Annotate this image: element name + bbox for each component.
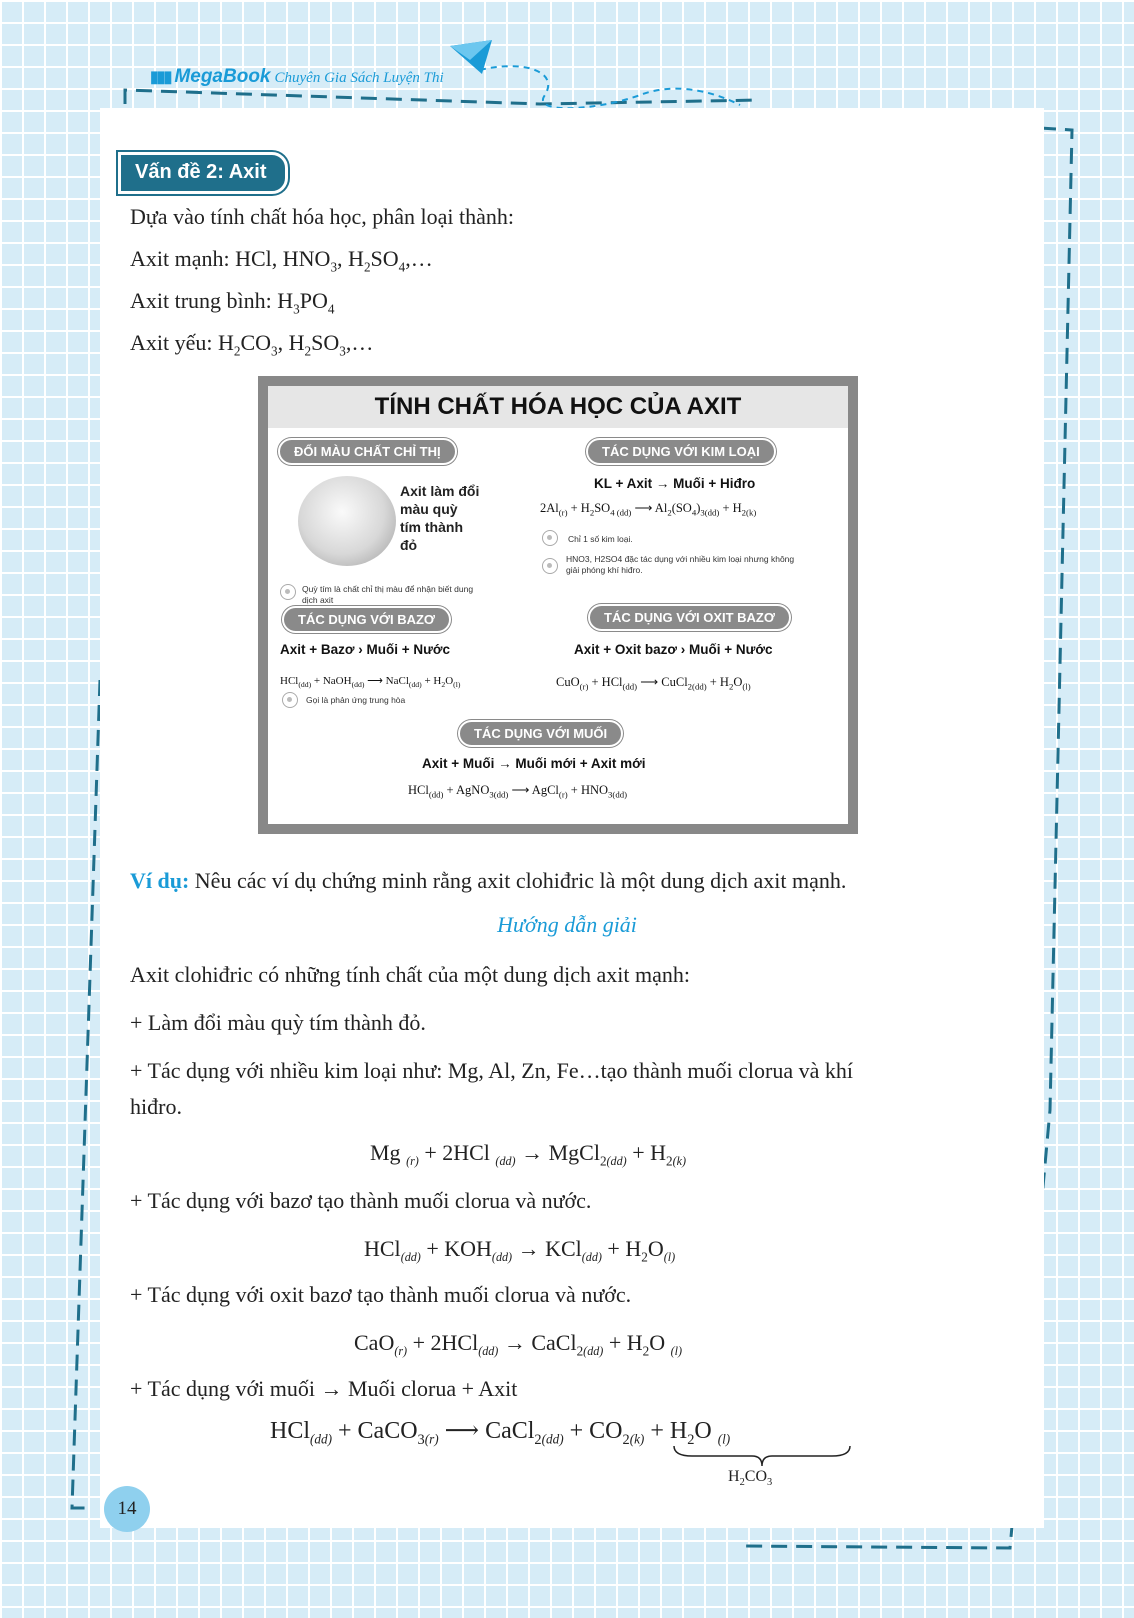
- equation-4: HCl$_{(dd)}$ + CaCO$_{3(r)}$ ⟶ CaCl$_{2(dd)}$ + $CO_{2(k)} + H_2O$ $_{(l)}$: [270, 1418, 731, 1448]
- indicator-heading: ĐỔI MÀU CHẤT CHỈ THỊ: [278, 438, 457, 465]
- atom-icon: [542, 558, 558, 574]
- oxide-heading: TÁC DỤNG VỚI OXIT BAZƠ: [588, 604, 791, 631]
- underbrace: [672, 1444, 852, 1468]
- brand-header: [150, 66, 444, 88]
- brand-name: MegaBook: [174, 66, 271, 87]
- base-note: Gọi là phản ứng trung hòa: [306, 695, 406, 705]
- intro-line: Dựa vào tính chất hóa học, phân loại thành:: [130, 204, 514, 229]
- equation-2: $HCl_{(dd)} + KOH_{(dd)} \to KCl_{(dd)} + H_2O_{(l)}$: [364, 1236, 676, 1265]
- strong-acids: Axit mạnh: HCl, $HNO_3$, $H_2SO_4,\dots$: [130, 246, 433, 275]
- beaker-icon: [298, 476, 396, 566]
- metal-heading: TÁC DỤNG VỚI KIM LOẠI: [586, 438, 776, 465]
- metal-note-1: Chỉ 1 số kim loại.: [568, 534, 633, 544]
- brand-logo-icon: ▮▮▮: [150, 69, 171, 86]
- atom-icon: [282, 692, 298, 708]
- property-2-cont: hiđro.: [130, 1094, 182, 1119]
- oxide-equation: CuO$_{(r)}$ + HCl$_{(dd)}$ ⟶ CuCl$_{2(dd)}$ + $H_2O_{(l)}$: [556, 675, 751, 692]
- indicator-text: Axit làm đổi màu quỳ tím thành đỏ: [400, 483, 480, 553]
- metal-note-2: HNO3, H2SO4 đặc tác dụng với nhiều kim loại nhưng không giải phóng khí hiđro.: [566, 554, 795, 575]
- property-1: + Làm đổi màu quỳ tím thành đỏ.: [130, 1010, 426, 1035]
- page-number: 14: [104, 1486, 150, 1532]
- example-label: Ví dụ:: [130, 868, 190, 893]
- acid-properties-infographic: [258, 376, 858, 834]
- oxide-general: Axit + Oxit bazơ › Muối + Nước: [574, 642, 773, 657]
- base-general: Axit + Bazơ › Muối + Nước: [280, 642, 450, 657]
- indicator-note: Quỳ tím là chất chỉ thị màu để nhận biết dung dịch axit: [302, 584, 474, 605]
- atom-icon: [280, 584, 296, 600]
- equation-3: CaO$_{(r)}$ + 2HCl$_{(dd)}$ → CaCl$_{2(dd)}$ + $H_2O$ $_{(l)}$: [354, 1330, 683, 1359]
- salt-general: Axit + Muối → Muối mới + Axit mới: [422, 756, 646, 771]
- medium-acids: Axit trung bình: $H_3PO_4$: [130, 288, 335, 317]
- example-question: Ví dụ: Nêu các ví dụ chứng minh rằng axit clohiđric là một dung dịch axit mạnh.: [130, 868, 847, 893]
- guide-title: Hướng dẫn giải: [497, 912, 637, 937]
- atom-icon: [542, 530, 558, 546]
- weak-acids: Axit yếu: $H_2CO_3$, $H_2SO_3,\dots$: [130, 330, 374, 359]
- property-4: + Tác dụng với oxit bazơ tạo thành muối clorua và nước.: [130, 1282, 632, 1307]
- property-3: + Tác dụng với bazơ tạo thành muối clorua và nước.: [130, 1188, 592, 1213]
- property-5: + Tác dụng với muối → Muối clorua + Axit: [130, 1376, 518, 1401]
- answer-intro: Axit clohiđric có những tính chất của một dung dịch axit mạnh:: [130, 962, 690, 987]
- base-equation: HCl$_{(dd)}$ + NaOH$_{(dd)}$ ⟶ NaCl$_{(dd)}$ + $H_2O_{(l)}$: [280, 675, 461, 690]
- salt-equation: HCl$_{(dd)}$ + AgNO$_{3(dd)}$ ⟶ AgCl$_{(r)}$ + $HNO_{3(dd)}$: [408, 783, 627, 800]
- brace-label: $H_2CO_3$: [728, 1468, 773, 1489]
- salt-heading: TÁC DỤNG VỚI MUỐI: [458, 720, 623, 747]
- base-heading: TÁC DỤNG VỚI BAZƠ: [282, 606, 451, 633]
- brand-tagline: Chuyên Gia Sách Luyện Thi: [274, 70, 444, 86]
- metal-general: KL + Axit → Muối + Hiđro: [594, 476, 756, 491]
- infographic-title: TÍNH CHẤT HÓA HỌC CỦA AXIT: [268, 386, 848, 428]
- equation-1: Mg $_{(r)}$ + 2HCl $_{(dd)}$ → MgCl$_{2(dd)}$ + $H_{2(k)}$: [370, 1140, 687, 1169]
- property-2: + Tác dụng với nhiều kim loại như: Mg, Al, Zn, Fe…tạo thành muối clorua và khí: [130, 1058, 853, 1083]
- topic-heading: Vấn đề 2: Axit: [118, 152, 288, 194]
- metal-equation: $2Al_{(r)} + H_2SO_{4 (dd)}$ ⟶ $Al_2(SO_4)_{3(dd)} + H_{2(k)}$: [540, 501, 757, 518]
